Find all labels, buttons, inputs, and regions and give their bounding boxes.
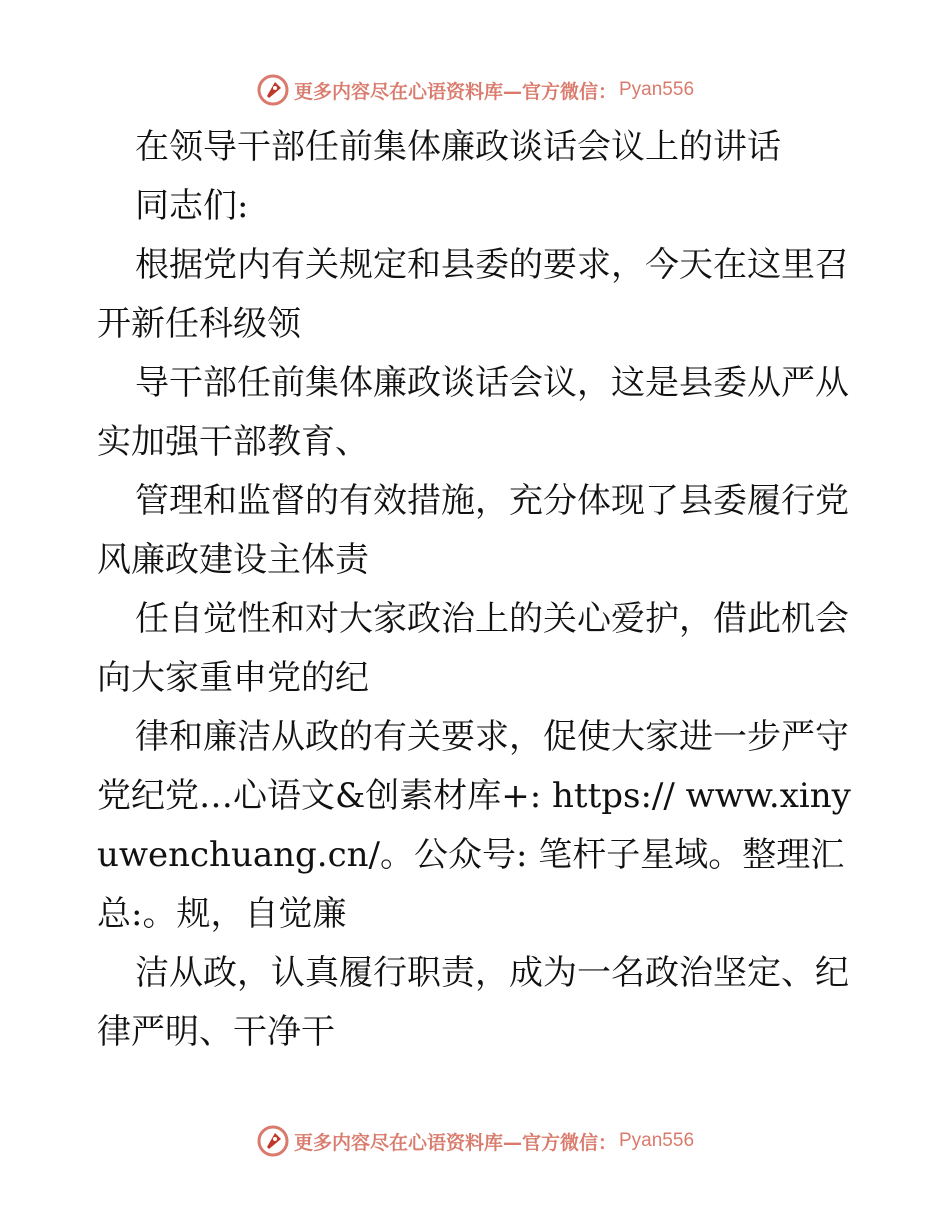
paragraph-2: 导干部任前集体廉政谈话会议，这是县委从严从实加强干部教育、 [97,363,849,462]
header-wechat-id: Pyan556 [619,79,695,100]
footer-banner-text: 更多内容尽在心语资料库—官方微信： [293,1131,617,1154]
paragraph-5: 律和廉洁从政的有关要求，促使大家进一步严守党纪党…心语文&创素材库+: https:// www.xinyuwenchuang.cn/。公众号: 笔杆子星域。整理汇总:。规，自觉廉 [97,717,851,934]
paragraph-4: 任自觉性和对大家政治上的关心爱护，借此机会向大家重申党的纪 [97,599,849,698]
pen-nib-logo-icon [256,1124,290,1158]
paragraph-6: 洁从政，认真履行职责，成为一名政治坚定、纪律严明、干净干 [97,953,849,1052]
footer-banner [0,1124,950,1158]
header-banner [0,73,950,107]
salutation: 同志们: [135,186,249,226]
pen-nib-logo-icon [256,73,290,107]
paragraph-1: 根据党内有关规定和县委的要求，今天在这里召开新任科级领 [97,245,849,344]
paragraph-3: 管理和监督的有效措施，充分体现了县委履行党风廉政建设主体责 [97,481,849,580]
document-body [97,118,857,1062]
header-banner-text: 更多内容尽在心语资料库—官方微信： [293,80,617,103]
document-title: 在领导干部任前集体廉政谈话会议上的讲话 [135,127,781,167]
footer-wechat-id: Pyan556 [619,1130,695,1151]
